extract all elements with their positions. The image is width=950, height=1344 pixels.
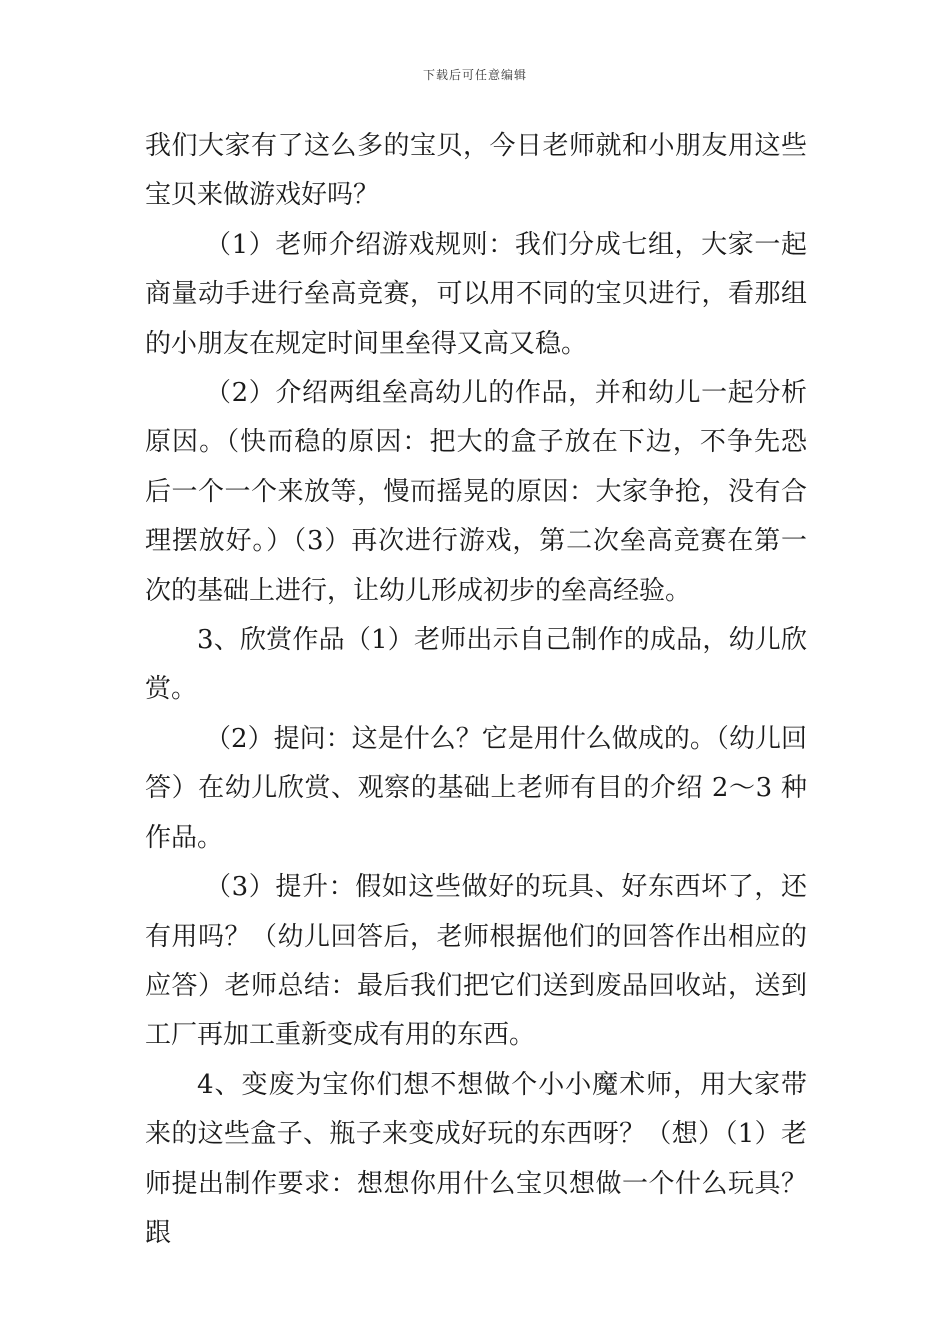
paragraph-5: （2）提问：这是什么？它是用什么做成的。（幼儿回答）在幼儿欣赏、观察的基础上老师有目的介绍 2～3 种作品。 (145, 723, 807, 853)
page-header: 下载后可任意编辑 (422, 68, 527, 82)
paragraph-4: 3、欣赏作品（1）老师出示自己制作的成品，幼儿欣赏。 (145, 625, 807, 705)
paragraph-1: 我们大家有了这么多的宝贝，今日老师就和小朋友用这些宝贝来做游戏好吗？ (145, 131, 807, 211)
paragraph-6: （3）提升：假如这些做好的玩具、好东西坏了，还有用吗？（幼儿回答后，老师根据他们的回答作出相应的应答）老师总结：最后我们把它们送到废品回收站，送到工厂再加工重新变成有用的东西。 (145, 872, 807, 1051)
paragraph-7: 4、变废为宝你们想不想做个小小魔术师，用大家带来的这些盒子、瓶子来变成好玩的东西呀？（想）（1）老师提出制作要求：想想你用什么宝贝想做一个什么玩具？跟 (145, 1069, 807, 1248)
paragraph-3: （2）介绍两组垒高幼儿的作品，并和幼儿一起分析原因。（快而稳的原因：把大的盒子放在下边，不争先恐后一个一个来放等，慢而摇晃的原因：大家争抢，没有合理摆放好。）（3）再次进行游戏，第二次垒高竞赛在第一次的基础上进行，让幼儿形成初步的垒高经验。 (145, 378, 807, 606)
paragraph-2: （1）老师介绍游戏规则：我们分成七组，大家一起商量动手进行垒高竞赛，可以用不同的宝贝进行，看那组的小朋友在规定时间里垒得又高又稳。 (145, 229, 807, 359)
document-body (145, 122, 807, 1258)
